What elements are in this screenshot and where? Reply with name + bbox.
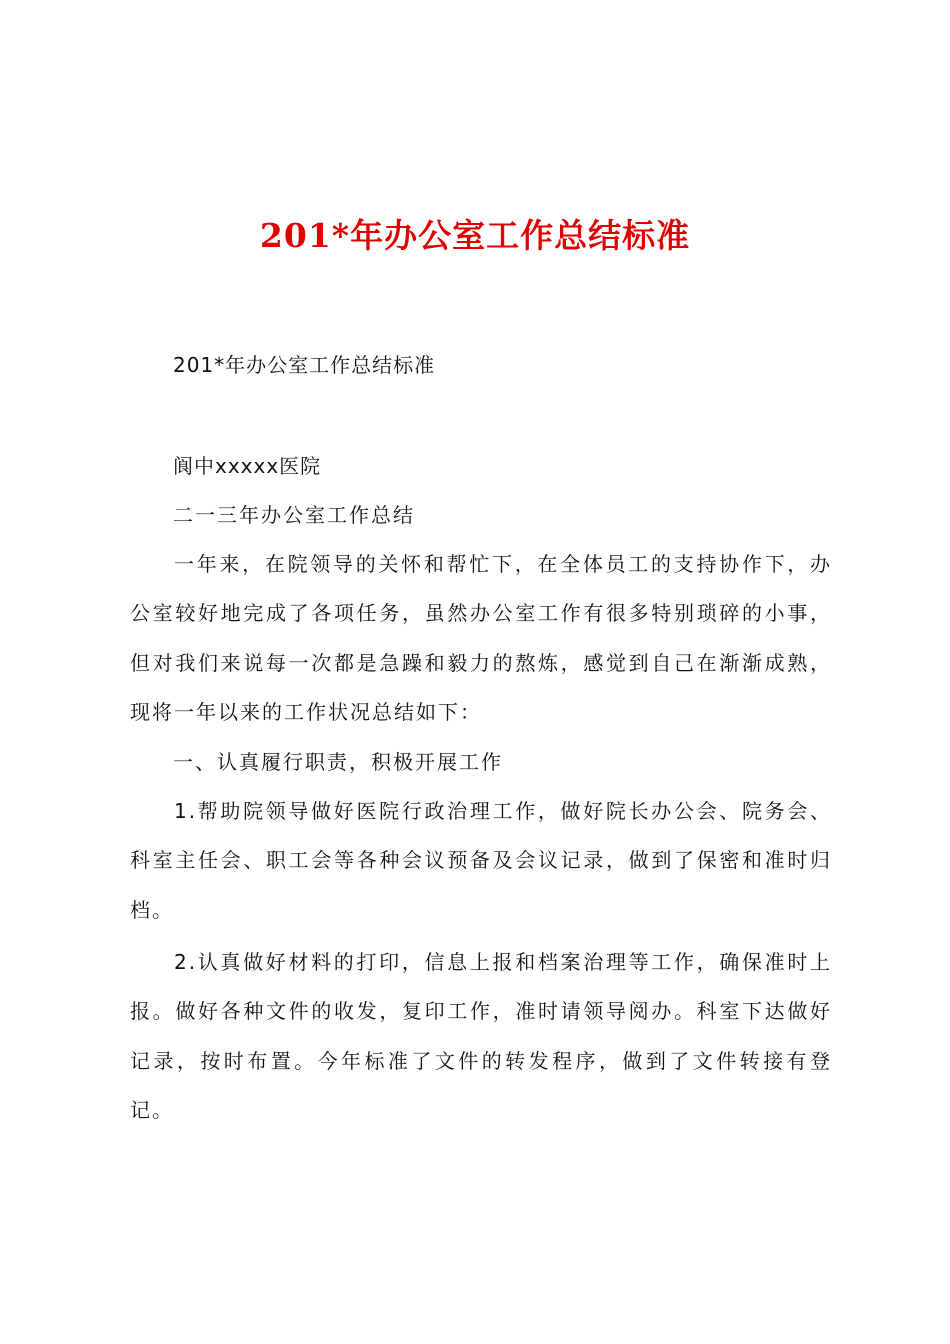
organization-name: 阆中xxxxx医院 [173, 454, 322, 478]
paragraph-item-2: 2.认真做好材料的打印，信息上报和档案治理等工作，确保准时上报。做好各种文件的收发，复印工作，准时请领导阅办。科室下达做好记录，按时布置。今年标准了文件的转发程序，做到了文件转接有登记。 [130, 950, 832, 1122]
section-heading-1: 一、认真履行职责，积极开展工作 [173, 750, 503, 774]
summary-heading: 二一三年办公室工作总结 [173, 503, 415, 527]
intro-paragraph: 一年来，在院领导的关怀和帮忙下，在全体员工的支持协作下，办公室较好地完成了各项任务，虽然办公室工作有很多特别琐碎的小事，但对我们来说每一次都是急躁和毅力的熬炼，感觉到自己在渐渐成熟，现将一年以来的工作状况总结如下： [130, 552, 832, 724]
document-subtitle: 201*年办公室工作总结标准 [173, 353, 436, 377]
paragraph-item-1: 1.帮助院领导做好医院行政治理工作，做好院长办公会、院务会、科室主任会、职工会等各种会议预备及会议记录，做到了保密和准时归档。 [130, 799, 832, 922]
document-title: 201*年办公室工作总结标准 [259, 216, 691, 255]
